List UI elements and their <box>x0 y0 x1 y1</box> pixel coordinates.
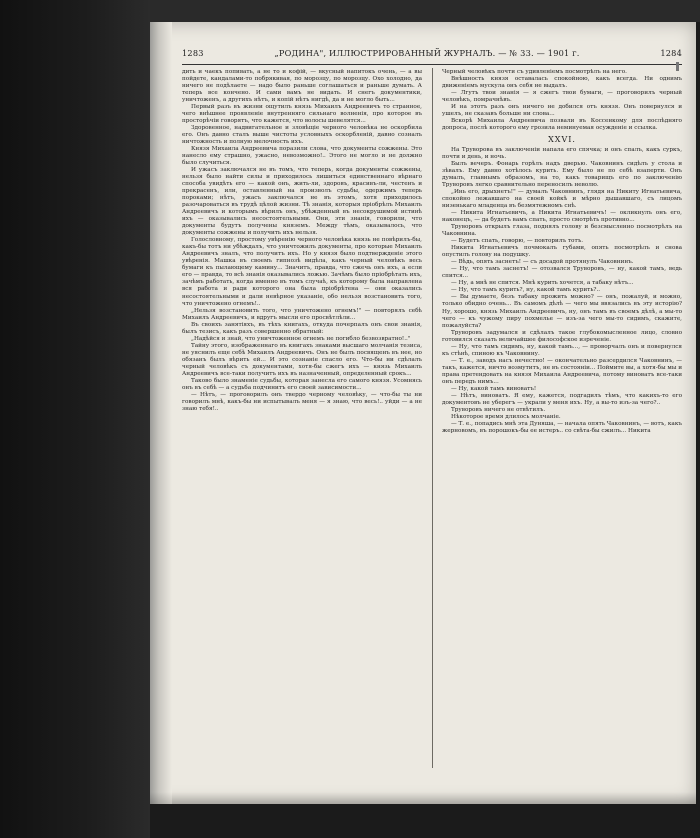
scan-background-left <box>0 0 150 838</box>
paragraph: — Ну, какой тамъ виноватъ! <box>451 385 537 392</box>
header-rule <box>182 64 682 65</box>
paragraph: Былъ вечеръ. Фонарь горѣлъ надъ дверью. Чаковнинъ сидѣлъ у стола и зѣвалъ. Ему давно хотѣлось курить. Ему было не по себѣ взаперти. Онъ думалъ, главнымъ образомъ, на то, какъ товарищъ его по заключенію Труворовъ легко сравнительно переносилъ неволю. <box>442 161 682 189</box>
paragraph: — Ну, а мнѣ не спится. Мнѣ курить хочется, а табаку нѣтъ... <box>451 280 634 287</box>
paragraph: Труворовъ задумался и сдѣлалъ такое глубокомысленное лицо, словно готовился сказать величайшее философское изреченіе. <box>442 329 682 343</box>
paragraph: — Ну, что тамъ сидимъ, ну, какой тамъ..., — проворчалъ онъ и повернулся къ стѣнѣ, спиною къ Чаковнину. <box>442 343 682 357</box>
chapter-heading: XXVI. <box>548 135 576 145</box>
journal-title: „РОДИНА", ИЛЛЮСТРИРОВАННЫЙ ЖУРНАЛЪ. — № 33. — 1901 г. <box>274 48 580 58</box>
paragraph: Внѣшность князя оставалась спокойною, какъ всегда. Ни однимъ движеніемъ мускула онъ себя не выдалъ. <box>442 76 682 90</box>
page-bottom-shadow <box>150 792 696 804</box>
paragraph: Никита Игнатьевичъ почмокалъ губами, опять посмотрѣлъ и снова опустилъ голову на подушку. <box>442 245 682 259</box>
left-column <box>182 69 422 771</box>
paragraph: Голословному, простому увѣренію черного человѣка князь не повѣрилъ-бы, какъ-бы тотъ ни убѣждалъ, что уничтожилъ документы, про которые Михаилъ Андреевичъ зналъ, что получитъ ихъ. Но у князя было подтвержденіе этого увѣренія. Машка въ своемъ гипнозѣ видѣла, какъ черный человѣкъ весь бумаги къ пылающему камину... Значитъ, правда, что сжечь онъ ихъ, а если его — правда, то всѣ знанія оказывались ложью. Зачѣмъ было пріобрѣтать ихъ, зачѣмъ работать, когда именно въ томъ случаѣ, къ которому была направлена вся работа и ради которого она была пріобрѣтена — они оказались несостоятельными и дали невѣрное указаніе, обо нельзя возстановить того, что уничтожено огнемъ!.. <box>182 237 422 307</box>
page-number-right: 1284 <box>660 48 682 58</box>
paragraph: И на этотъ разъ онъ ничего не добился отъ князя. Онъ повернулся и ушелъ, не сказавъ больше ни слова... <box>442 104 682 118</box>
paragraph: И ужасъ заключался не въ томъ, что теперь, когда документы сожжены, нельзя было найти силы и приходилось лишиться единственнаго вѣрнаго способа увидѣть его — какой онъ, жить-ли, здоровъ, красивъ-ли, честенъ и прекрасенъ, или, оставленный на произволъ судьбы, одержимъ теперь пороками; нѣтъ, ужасъ заключался не въ этомъ, хотя приходилось разочароваться въ трудѣ цѣлой жизни. Тѣ знанія, которыя пріобрѣлъ Михаилъ Андреевичъ и которымъ вѣрилъ онъ, убѣжденный въ несокрушимой истинѣ ихъ — оказывались несостоятельными. Они, эти знанія, говорили, что документы будутъ получены княземъ. Между тѣмъ, оказывалось, что документы сожжены и получить ихъ нельзя. <box>182 167 422 237</box>
paragraph: „Нельзя возстановить того, что уничтожено огнемъ!" — повторялъ себѣ Михаилъ Андреевичъ, и вдругъ мысли его просвѣтлѣли... <box>182 307 422 321</box>
running-header <box>182 48 682 62</box>
paragraph: На Труворова въ заключеніи напала его спячка; и онъ спалъ, какъ суркъ, почти и день, и ночь. <box>442 147 682 161</box>
paragraph: Князя Михаила Андреевича поразили слова, что документы сожжены. Это нанесло ему страшно, ужасно, невозможно!.. Этого не могло и не должно было случиться. <box>182 146 422 167</box>
paragraph: — Вѣдь, опять заснетъ! — съ досадой протянулъ Чаковнинъ. <box>451 259 634 266</box>
paragraph: — Т. е., попадись мнѣ эта Дуняша, — начала опять Чаковнинъ, — вотъ, какъ жерновомъ, въ порошокъ-бы ее истеръ.. со свѣта-бы сжилъ... Никита <box>442 420 682 434</box>
paragraph: — Нѣтъ, виноватъ. Я ему, кажется, подгадилъ тѣмъ, что какихъ-то его документовъ не уберегъ — украли у меня ихъ. Ну, а вы-то изъ-за чего?.. <box>442 392 682 406</box>
paragraph: Таково было знаменіе судьбы, которая занесла его самого князя. Усомнясь онъ въ себѣ — а судьба подчинитъ его своей зависимости... <box>182 377 422 391</box>
paragraph: — Вы думаете, безъ табаку прожить можно? — онъ, пожалуй, и можно, только обидно очень... Въ самомъ дѣлѣ — чего мы ввязались въ эту исторію? Ну, хорошо, князь Михаилъ Андреевичъ, ну, онъ тамъ въ своемъ дѣлѣ, а мы-то чего — къ чужому пиру похмелье — изъ-за чего мы-то сидимъ, скажите, пожалуйста? <box>442 294 682 329</box>
paragraph: Первый разъ въ жизни ощутилъ князь Михаилъ Андреевичъ то странное, чего внѣшнее проявленіе внутренняго сильнаго волненія, про которое въ просторѣчіи говорятъ, что кажется, что волосы шевелятся... <box>182 104 422 125</box>
column-divider <box>432 68 433 768</box>
paragraph: — Никита Игнатьевичъ, а Никита Игнатьевичъ! — окликнулъ онъ его, наконецъ, — да будетъ вамъ спать, просто смотрѣть противно... <box>442 210 682 224</box>
paragraph: — Будетъ спать, говорю, — повторилъ тотъ. <box>451 238 584 245</box>
paragraph: дить и чаекъ попивать, а не то и кофій, — вкусный напитокъ очень, — а вы пойдете, кандалами-то побрякивая, по морозцу, по морозцу. Охо холодно, да ничего не подѣлаете — надо было раньше соглашаться и раньше думать. А теперь все кончено. И сами вамъ не видать. И снегъ документики, уничтоженъ, а другихъ нѣтъ, и копій нѣтъ нигдѣ, да и не могло быть... <box>182 69 422 104</box>
page-spine-shadow <box>150 22 172 804</box>
paragraph: „Инь его, дрыхнетъ!" — думалъ Чаковнинъ, глядя на Никиту Игнатьевича, спокойно лежавшаго на своей койкѣ и мѣрно дышавшаго, съ лицомъ низенькаго младенца въ безмятежномъ снѣ. <box>442 189 682 210</box>
paragraph: — Ну, что тамъ заснетъ! — отозвался Труворовъ, — ну, какой тамъ, ведь спится... <box>442 266 682 280</box>
paragraph: Труворовъ ничего не отвѣтилъ. <box>451 406 546 413</box>
paragraph: „Надѣйся и знай, что уничтоженное огнемъ не погибло безвозвратно!.." <box>191 335 411 342</box>
magazine-page <box>150 22 696 804</box>
paragraph: — Т. е., заводъ насъ нечестно! — окончательно разсердился Чаковнинъ, — такъ, кажется, ничто возмутитъ, не въ состояніи... Поймите вы, а хотя-бы мы и права претендовать на князя Михаила Андреевича, потому виноватъ все-таки онъ передъ нимъ... <box>442 357 682 385</box>
paragraph: — Лгутъ твои знанія — я сжегъ твои бумаги, — проговорилъ черный человѣкъ, помрачнѣвъ. <box>442 90 682 104</box>
paragraph: — Ну, что тамъ курить?, ну, какой тамъ курить?.. <box>451 287 601 294</box>
paragraph: Вскорѣ Михаила Андреевича позвали въ Коссенкому для послѣдняго допроса, послѣ которого ему грозила неминуемая осужденіе и ссылка. <box>442 118 682 132</box>
paragraph: Въ своихъ занятіяхъ, въ тѣхъ книгахъ, откуда почерпалъ онъ свои знанія, былъ тезисъ, какъ разъ совершенно обратный: <box>182 321 422 335</box>
right-column <box>442 69 682 771</box>
paragraph: — Нѣтъ, — проговорилъ онъ твердо черному человѣку, — что-бы ты ни говорилъ мнѣ, какъ-бы ни испытывалъ меня — я знаю, что весь!.. уйди — а не знаю тебя!.. <box>182 391 422 412</box>
paragraph: Труворовъ открылъ глаза, поднялъ голову и безсмысленно посмотрѣлъ на Чаковнина. <box>442 224 682 238</box>
paragraph: Тайну этого, изображеннаго въ книгахъ знаками высшаго молчанія тезиса, не уяснилъ еще себѣ Михаилъ Андреевичъ. Онъ не былъ посвященъ въ нее, но обязанъ былъ вѣрить ей... И это сознаніе спасло его. Что-бы ни сдѣлалъ черный человѣкъ съ документами, хотя-бы сжегъ ихъ — князь Михаилъ Андреевичъ все-таки получитъ ихъ въ назначенный, определенный срокъ... <box>182 342 422 377</box>
paragraph: Черный человѣкъ почти съ удивленіемъ посмотрѣлъ на него. <box>442 69 627 75</box>
page-number-left: 1283 <box>182 48 204 58</box>
paragraph: Нѣкоторое время длилось молчаніе. <box>451 413 561 420</box>
paragraph: Здоровенное, надвигательное и зловѣщіе черного человѣка не оскорбила его. Онъ давно сталъ выше чистоты условныхъ оскорбленій, давно созналъ ничтожность и полную мелочность ихъ. <box>182 125 422 146</box>
